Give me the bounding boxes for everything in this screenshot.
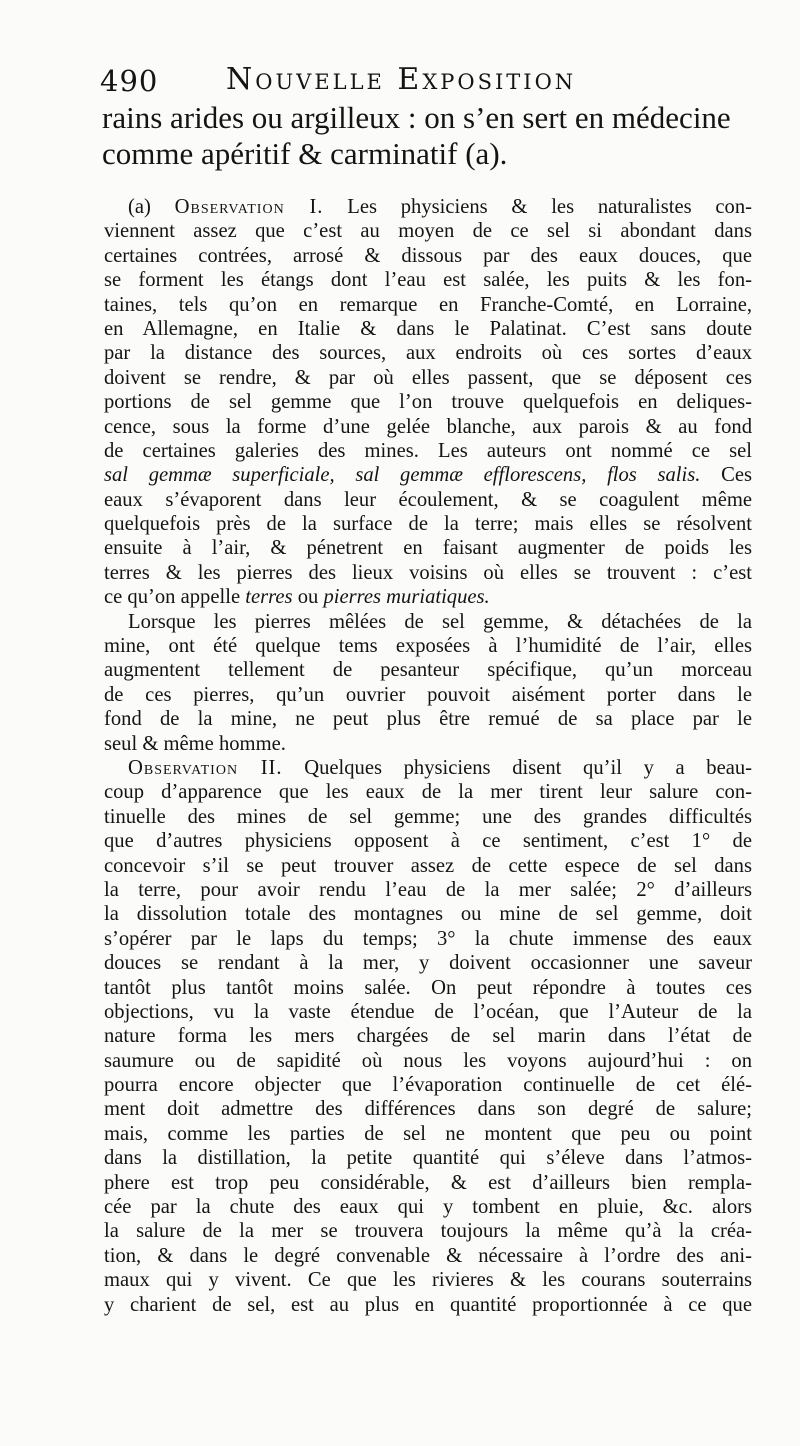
- note-line: la dissolution totale des montagnes ou mine de sel gemme, doit: [104, 903, 752, 926]
- note-2-first-line: [104, 756, 752, 780]
- note-text: Quelques physiciens disent qu’il y a beau-: [304, 756, 753, 779]
- paragraph-line: augmentent tellement de pesanteur spécifique, qu’un morceau: [104, 659, 752, 682]
- note-text: Ces: [721, 464, 752, 487]
- note-line: ensuite à l’air, & pénetrent en faisant augmenter de poids les: [104, 537, 752, 560]
- paragraph-line: fond de la mine, ne peut plus être remué de sa place par le: [104, 708, 752, 731]
- note-line: quelquefois près de la surface de la terre; mais elles se résolvent: [104, 513, 752, 536]
- note-line: portions de sel gemme que l’on trouve quelquefois en deliques-: [104, 391, 752, 414]
- note-line: par la distance des sources, aux endroits où ces sortes d’eaux: [104, 342, 752, 365]
- page-header: [100, 60, 740, 104]
- note-text: ou: [297, 586, 319, 609]
- note-marker: (a): [128, 196, 151, 218]
- italic-term: terres: [245, 586, 293, 609]
- note-line: la salure de la mer se trouvera toujours la même qu’à la créa-: [104, 1220, 752, 1243]
- note-line: objections, vu la vaste étendue de l’océan, que l’Auteur de la: [104, 1000, 752, 1023]
- note-line: cence, sous la forme d’une gelée blanche, aux parois & au fond: [104, 415, 752, 438]
- note-line: taines, tels qu’on en remarque en Franche-Comté, en Lorraine,: [104, 293, 752, 316]
- note-a-first-line: [104, 195, 752, 219]
- note-line: tion, & dans le degré convenable & nécessaire à l’ordre des ani-: [104, 1244, 752, 1267]
- main-text-line: rains arides ou argilleux : on s’en sert en médecine: [102, 100, 731, 135]
- note-line: certaines contrées, arrosé & dissous par des eaux douces, que: [104, 244, 752, 267]
- note-line: saumure ou de sapidité où nous les voyons aujourd’hui : on: [104, 1049, 752, 1072]
- note-line: coup d’apparence que les eaux de la mer tirent leur salure con-: [104, 781, 752, 804]
- note-line: pourra encore objecter que l’évaporation continuelle de cet élé-: [104, 1074, 752, 1097]
- note-line: tantôt plus tantôt moins salée. On peut répondre à toutes ces: [104, 976, 752, 999]
- note-text: Les physiciens & les naturalistes con-: [347, 196, 752, 218]
- note-line: nature forma les mers chargées de sel marin dans l’état de: [104, 1025, 752, 1048]
- note-latin-line: [104, 463, 752, 487]
- note-line: dans la distillation, la petite quantité qui s’éleve dans l’atmos-: [104, 1147, 752, 1170]
- note-line: en Allemagne, en Italie & dans le Palatinat. C’est sans doute: [104, 317, 752, 340]
- note-line: maux qui y vivent. Ce que les rivieres & les courans souterrains: [104, 1269, 752, 1292]
- running-title: Nouvelle Exposition: [226, 62, 577, 97]
- note-line: terres & les pierres des lieux voisins où elles se trouvent : c’est: [104, 561, 752, 584]
- note-line: douces se rendant à la mer, y doivent occasionner une saveur: [104, 952, 752, 975]
- note-line: ment doit admettre des différences dans son degré de salure;: [104, 1098, 752, 1121]
- note-line: cée par la chute des eaux qui y tombent en pluie, &c. alors: [104, 1196, 752, 1219]
- note-line: mais, comme les parties de sel ne montent que peu ou point: [104, 1122, 752, 1145]
- note-line: y charient de sel, est au plus en quantité proportionnée à ce que: [104, 1293, 752, 1316]
- note-line: s’opérer par le laps du temps; 3° la chute immense des eaux: [104, 927, 752, 950]
- note-line: la terre, pour avoir rendu l’eau de la mer salée; 2° d’ailleurs: [104, 878, 752, 901]
- note-text: ce qu’on appelle: [104, 586, 241, 609]
- note-heading: Observation II.: [128, 756, 283, 779]
- main-text-line: comme apéritif & carminatif (a).: [102, 136, 508, 171]
- main-text: [102, 100, 752, 172]
- latin-term: flos salis.: [607, 464, 701, 487]
- note-line: que d’autres physiciens opposent à ce sentiment, c’est 1° de: [104, 830, 752, 853]
- note-line: viennent assez que c’est au moyen de ce sel si abondant dans: [104, 220, 752, 243]
- latin-term: sal gemmæ efflorescens,: [355, 464, 587, 487]
- note-line: phere est trop peu considérable, & est d’ailleurs bien rempla-: [104, 1171, 752, 1194]
- paragraph-line: Lorsque les pierres mêlées de sel gemme, & détachées de la: [128, 610, 752, 633]
- page-number: 490: [100, 64, 159, 98]
- note-line: de certaines galeries des mines. Les auteurs ont nommé ce sel: [104, 439, 752, 462]
- note-line: doivent se rendre, & par où elles passent, que se déposent ces: [104, 366, 752, 389]
- paragraph-line: de ces pierres, qu’un ouvrier pouvoit aisément porter dans le: [104, 683, 752, 706]
- paragraph-line: seul & même homme.: [104, 732, 286, 755]
- note-heading: Observation I.: [174, 196, 324, 218]
- note-line: tinuelle des mines de sel gemme; une des grandes difficultés: [104, 805, 752, 828]
- note-line: concevoir s’il se peut trouver assez de cette espece de sel dans: [104, 854, 752, 877]
- paragraph-line: mine, ont été quelque tems exposées à l’humidité de l’air, elles: [104, 635, 752, 658]
- italic-term: pierres muriatiques.: [323, 586, 490, 609]
- note-closing-line: [104, 585, 752, 609]
- note-line: se forment les étangs dont l’eau est salée, les puits & les fon-: [104, 269, 752, 292]
- notes-section: [104, 195, 752, 1317]
- note-line: eaux s’évaporent dans leur écoulement, & se coagulent même: [104, 488, 752, 511]
- latin-term: sal gemmæ superficiale,: [104, 464, 335, 487]
